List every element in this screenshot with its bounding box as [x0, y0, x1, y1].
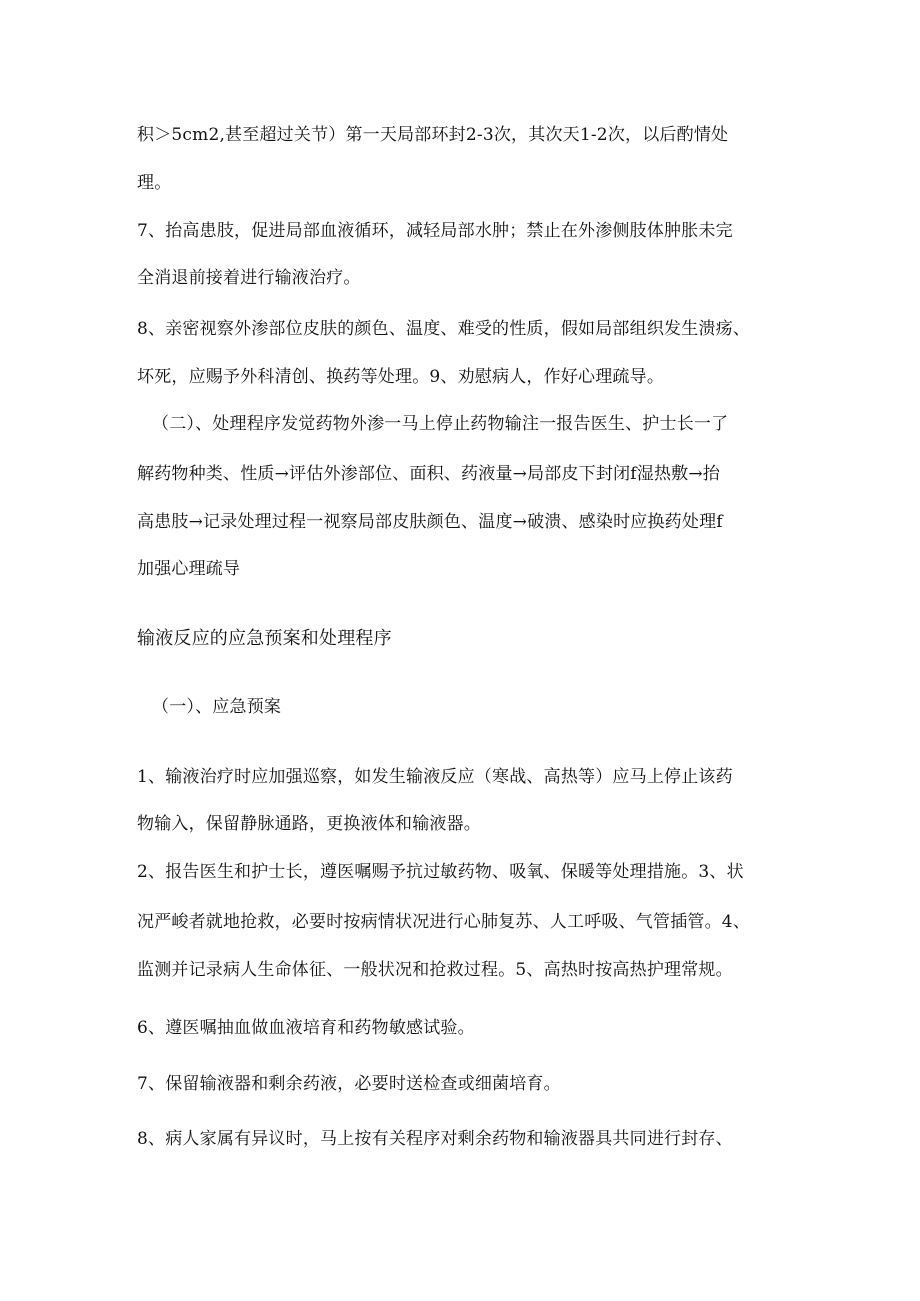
text-line-19: 7、保留输液器和剩余药液，必要时送检查或细菌培育。: [137, 1074, 561, 1094]
text-line-4: 全消退前接着进行输液治疗。: [137, 268, 361, 288]
text-line-20: 8、病人家属有异议时，马上按有关程序对剩余药物和输液器具共同进行封存、: [137, 1129, 733, 1149]
text-line-7: （二）、处理程序发觉药物外渗一马上停止药物输注一报告医生、护士长一了: [152, 414, 729, 434]
text-line-1: 积＞5cm2,甚至超过关节）第一天局部环封2-3次，其次天1-2次，以后酌情处: [137, 125, 729, 145]
text-line-17: 监测并记录病人生命体征、一般状况和抢救过程。5、高热时按高热护理常规。: [137, 960, 733, 980]
section-heading: 输液反应的应急预案和处理程序: [137, 628, 392, 649]
text-line-5: 8、亲密视察外渗部位皮肤的颜色、温度、难受的性质，假如局部组织发生溃疡、: [137, 319, 751, 339]
text-line-15: 2、报告医生和护士长，遵医嘱赐予抗过敏药物、吸氧、保暖等处理措施。3、状: [137, 862, 744, 882]
text-line-14: 物输入，保留静脉通路，更换液体和输液器。: [137, 814, 481, 834]
text-line-9: 高患肢→记录处理过程一视察局部皮肤颜色、温度→破溃、感染时应换药处理f: [137, 512, 723, 532]
text-line-8: 解药物种类、性质→评估外渗部位、面积、药液量→局部皮下封闭f湿热敷→抬: [137, 464, 721, 484]
text-line-13: 1、输液治疗时应加强巡察，如发生输液反应（寒战、高热等）应马上停止该药: [137, 767, 733, 787]
text-line-6: 坏死，应赐予外科清创、换药等处理。9、劝慰病人，作好心理疏导。: [137, 367, 665, 387]
text-line-18: 6、遵医嘱抽血做血液培育和药物敏感试验。: [137, 1018, 475, 1038]
subsection-heading: （一）、应急预案: [152, 697, 282, 717]
text-line-10: 加强心理疏导: [137, 559, 241, 579]
text-line-16: 况严峻者就地抢救，必要时按病情状况进行心肺复苏、人工呼吸、气管插管。4、: [137, 912, 751, 932]
text-line-3: 7、抬高患肢，促进局部血液循环，减轻局部水肿；禁止在外渗侧肢体肿胀未完: [137, 221, 733, 241]
text-line-2: 理。: [137, 173, 172, 193]
